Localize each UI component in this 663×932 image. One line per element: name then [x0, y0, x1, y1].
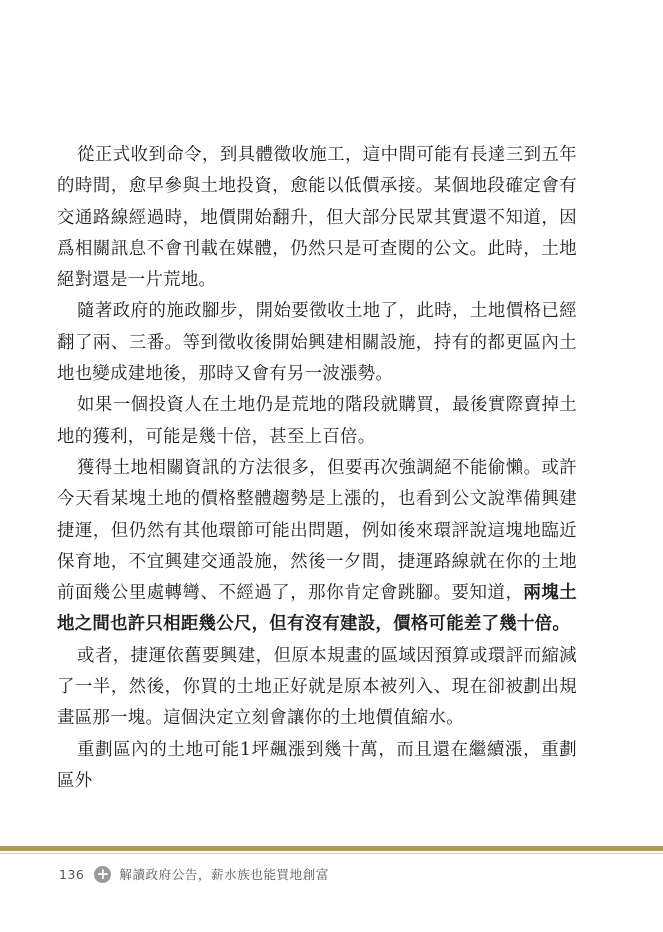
- book-title: 解讀政府公告，薪水族也能買地創富: [119, 867, 329, 882]
- paragraph-1: 從正式收到命令，到具體徵收施工，這中間可能有長達三到五年的時間，愈早參與土地投資，愈能以低價承接。某個地段確定會有交通路線經過時，地價開始翻升，但大部分民眾其實還不知道，因爲相關訊息不會刊載在媒體，仍然只是可查閱的公文。此時，土地絕對還是一片荒地。: [57, 145, 577, 291]
- paragraph-6: 重劃區內的土地可能1坪飆漲到幾十萬，而且還在繼續漲，重劃區外: [57, 739, 577, 791]
- footer-rule-thin: [0, 853, 663, 854]
- paragraph-2: 隨著政府的施政腳步，開始要徵收土地了，此時，土地價格已經翻了兩、三番。等到徵收後開始興建相關設施，持有的都更區內土地也變成建地後，那時又會有另一波漲勢。: [57, 301, 577, 385]
- body-text: [57, 140, 577, 797]
- plus-circle-icon: +: [94, 866, 111, 883]
- page-footer: [59, 862, 329, 886]
- footer-rule: [0, 846, 663, 851]
- paragraph-3: 如果一個投資人在土地仍是荒地的階段就購買，最後實際賣掉土地的獲利，可能是幾十倍，甚至上百倍。: [57, 395, 577, 447]
- paragraph-5: 或者，捷運依舊要興建，但原本規畫的區域因預算或環評而縮減了一半，然後，你買的土地正好就是原本被列入、現在卻被劃出規畫區那一塊。這個決定立刻會讓你的土地價值縮水。: [57, 645, 577, 729]
- emphasis-text: 兩塊土地之間也許只相距幾公尺，但有沒有建設，價格可能差了幾十倍。: [57, 583, 577, 635]
- paragraph-4: [57, 453, 577, 641]
- paragraph-4-text: 獲得土地相關資訊的方法很多，但要再次強調絕不能偷懶。或許今天看某塊土地的價格整體趨勢是上漲的，也看到公文說準備興建捷運，但仍然有其他環節可能出問題，例如後來環評說這塊地臨近保育地，不宜興建交通設施，然後一夕間，捷運路線就在你的土地前面幾公里處轉彎、不經過了，那你肯定會跳腳。要知道，: [57, 457, 577, 604]
- page-number: 136: [59, 866, 85, 882]
